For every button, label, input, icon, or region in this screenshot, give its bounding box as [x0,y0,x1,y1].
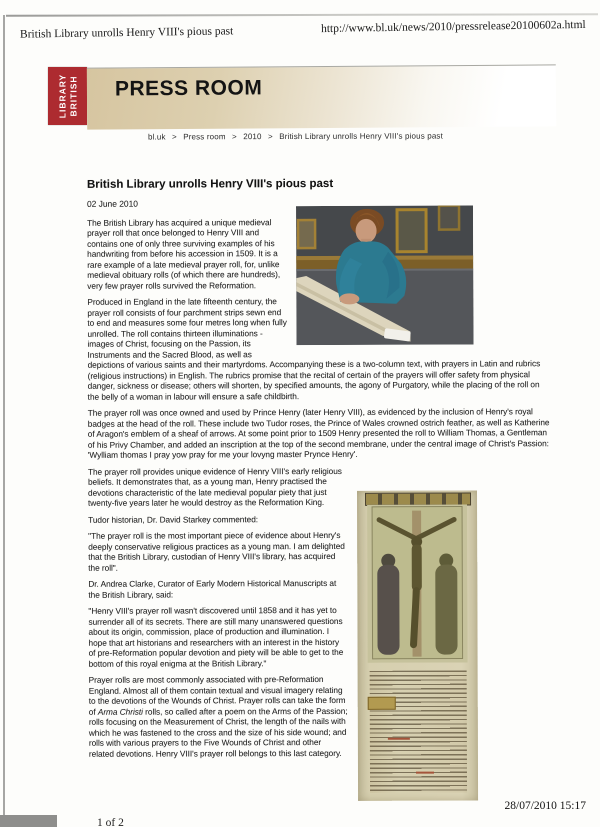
illuminated-crucifixion-membrane-photo [357,490,478,800]
paragraph-1: The British Library has acquired a unique medieval prayer roll that once belonged to Henry VIII and contains one of only three surviving examples of his handwriting from before his accession in 1509. It is a rare example of a late medieval prayer roll, for, unlike medieval obituary rolls (of which there are hundreds), very few prayer rolls survived the Reformation. [87,216,281,291]
article-body [87,177,554,803]
print-header-url: http://www.bl.uk/news/2010/pressrelease20100602a.html [321,18,587,36]
manuscript-illuminated-initial [368,696,396,709]
print-footer-page-number: 1 of 2 [97,817,124,827]
crucifixion-miniature [367,504,468,662]
picture-frame-icon [397,209,426,251]
manuscript-rubric-mark [416,771,434,773]
curator-with-unrolled-prayer-roll-photo [296,205,473,345]
paragraph-5: Tudor historian, Dr. David Starkey commented: [88,513,259,525]
logo-word-british: BRITISH [67,75,78,117]
paragraph-9-text: Prayer rolls are most commonly associated with pre-Reformation England. Almost all of them contain textual and visual imagery relating to the devotions of the Wounds of Christ. Prayer rolls can take the form of [88,673,346,717]
breadcrumb-separator: > [232,132,237,142]
press-room-banner-title: PRESS ROOM [114,76,263,101]
scan-left-edge-line [3,15,5,825]
british-library-logo [48,67,87,125]
breadcrumb [148,131,443,141]
arma-christi-term: Arma Christi [97,706,143,717]
british-library-logo-text [57,74,78,118]
press-room-banner [87,64,556,129]
paragraph-2: Produced in England in the late fifteenth century, the prayer roll consists of four parchment strips sewn end to end and measures some four metres long when fully unrolled. The roll contains thirteen illuminations - images of Christ, focusing on the Passion, its Instruments and the Sacred Blood, as well as depictions of various saints and their martyrdoms. Accompanying these is a two-column text, with prayers in Latin and rubrics (religious instructions) in English. The rubrics promise that the recital of certain of the prayers will offer safety from physical danger, sickness or disease; others will shorten, by specified amounts, the agony of Purgatory, while the placing of the roll on the belly of a woman in labour will ensure a safe childbirth. [87,296,541,402]
logo-word-library: LIBRARY [57,73,67,119]
picture-frame-icon [439,205,459,229]
article-date: 02 June 2010 [86,198,138,209]
picture-frame-icon [298,220,315,248]
manuscript-script-lines [370,670,467,792]
breadcrumb-current-page: British Library unrolls Henry VIII's pious past [279,131,443,142]
mourner-figure-right [435,564,457,654]
paragraph-7: Dr. Andrea Clarke, Curator of Early Modern Historical Manuscripts at the British Library, said: [88,577,337,600]
paragraph-8: "Henry VIII's prayer roll wasn't discovered until 1858 and it has yet to surrender all of its secrets. There are still many unanswered questions about its origin, commission, place of production and illumination. I hope that art historians and researchers with an interest in the history of pre-Reformation popular devotion and piety will be able to get to the bottom of this royal enigma at the British Library." [88,604,344,669]
paragraph-9-text: rolls, so called after a poem on the Arms of the Passion; rolls focusing on the Measurement of Christ, the length of the nails with which he was fastened to the cross and the size of his side wound; and rolls with various prayers to the Five Wounds of Christ and other related devotions. Henry VIII's prayer roll belongs to this last category. [88,705,348,759]
breadcrumb-separator: > [267,132,273,142]
paragraph-3: The prayer roll was once owned and used by Prince Henry (later Henry VIII), as evidenced by the inclusion of Henry's royal badges at the head of the roll. These include two Tudor roses, the Prince of Wales crowned ostrich feather, as well as Katherine of Aragon's emblem of a sheaf of arrows. At some point prior to 1509 Henry presented the roll to William Thomas, a Gentleman of his Privy Chamber, and added an inscription at the top of the second membrane, under the central image of Christ's Passion: 'Wylliam thomas I pray yow pray for me your lovyng master Prynce Henry'. [87,406,550,460]
manuscript-rubric-mark [388,737,410,739]
breadcrumb-link-press-room: Press room [183,132,226,142]
paragraph-6: "The prayer roll is the most important piece of evidence about Henry's deeply conservative religious practices as a young man. I am delighted that the British Library, custodian of Henry VIII's library, has acquired the roll". [88,529,345,573]
breadcrumb-link-bluk: bl.uk [147,132,166,142]
scan-corner-artifact [0,815,57,827]
print-header-title: British Library unrolls Henry VIII's pious past [19,25,234,41]
paragraph-9 [89,673,554,759]
breadcrumb-link-2010: 2010 [243,132,262,142]
breadcrumb-separator: > [172,132,177,142]
mourner-figure-left [377,564,399,654]
article-title: British Library unrolls Henry VIII's pious past [86,177,334,191]
print-footer-datetime: 28/07/2010 15:17 [504,800,586,812]
scan-top-edge-line [6,13,598,17]
paragraph-4: The prayer roll provides unique evidence of Henry VIII's early religious beliefs. It demonstrates that, as a young man, Henry practised the devotions characteristic of the late medieval popular piety that just twenty-five years later he would destroy as the Reformation King. [87,465,342,508]
